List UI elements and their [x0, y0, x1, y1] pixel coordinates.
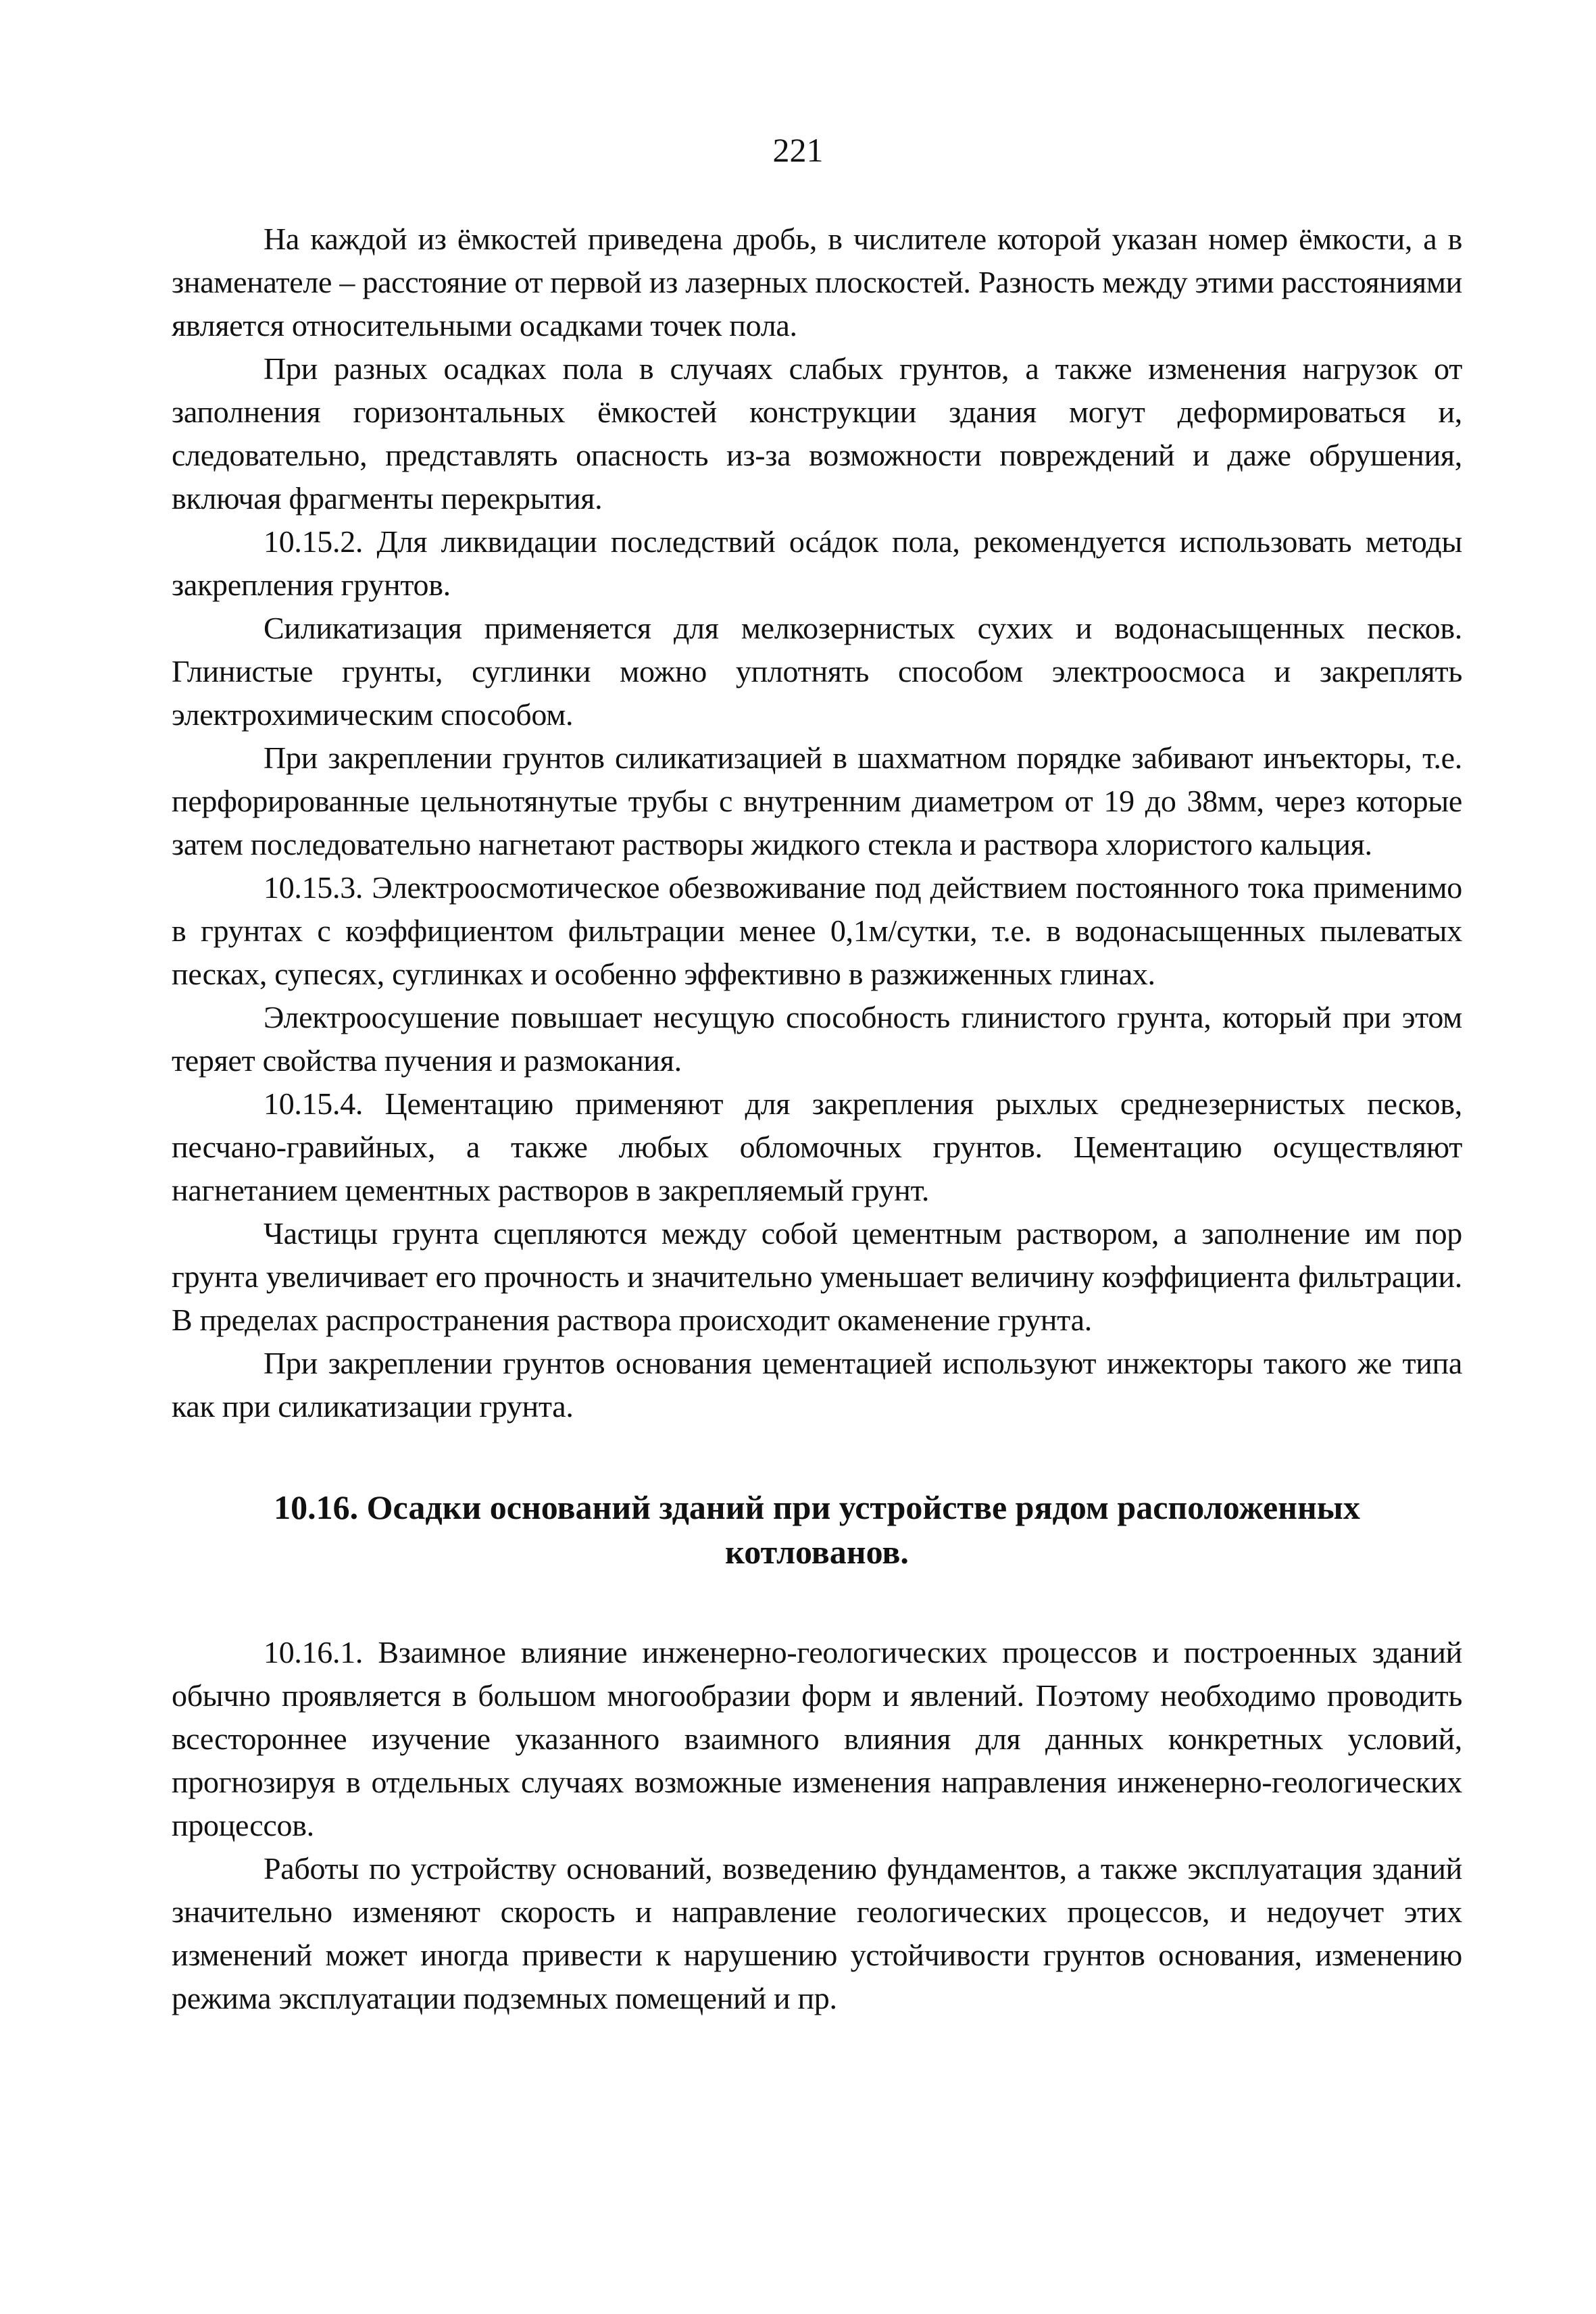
paragraph: При закреплении грунтов силикатизацией в шахматном порядке забивают инъекторы, т.е. перфорированные цельнотянутые трубы с внутренним диаметром от 19 до 38мм, через которые затем последовательно нагнетают растворы жидкого стекла и раствора хлористого кальция.: [172, 740, 1462, 861]
page-number: 221: [772, 131, 824, 169]
paragraph: При разных осадках пола в случаях слабых грунтов, а также изменения нагрузок от заполнения горизонтальных ёмкостей конструкции здания могут деформироваться и, следовательно, представлять опасность из-за возможности повреждений и даже обрушения, включая фрагменты перекрытия.: [172, 351, 1462, 515]
section-heading: 10.16. Осадки оснований зданий при устройстве рядом расположенных котлованов.: [274, 1488, 1360, 1571]
paragraph: 10.15.2. Для ликвидации последствий осáдок пола, рекомендуется использовать методы закрепления грунтов.: [172, 524, 1462, 602]
paragraph: Электроосушение повышает несущую способность глинистого грунта, который при этом теряет свойства пучения и размокания.: [172, 1000, 1462, 1078]
paragraph: 10.15.4. Цементацию применяют для закрепления рыхлых среднезернистых песков, песчано-гравийных, а также любых обломочных грунтов. Цементацию осуществляют нагнетанием цементных растворов в закрепляемый грунт.: [172, 1086, 1462, 1207]
paragraph: На каждой из ёмкостей приведена дробь, в числителе которой указан номер ёмкости, а в знаменателе – расстояние от первой из лазерных плоскостей. Разность между этими расстояниями является относительными осадками точек пола.: [172, 222, 1462, 343]
page-content: [172, 218, 1462, 2020]
paragraph: Работы по устройству оснований, возведению фундаментов, а также эксплуатация зданий значительно изменяют скорость и направление геологических процессов, и недоучет этих изменений может иногда привести к нарушению устойчивости грунтов основания, изменению режима эксплуатации подземных помещений и пр.: [172, 1851, 1462, 2015]
paragraph: Силикатизация применяется для мелкозернистых сухих и водонасыщенных песков. Глинистые грунты, суглинки можно уплотнять способом электроосмоса и закреплять электрохимическим способом.: [172, 611, 1462, 732]
paragraph: 10.15.3. Электроосмотическое обезвоживание под действием постоянного тока применимо в грунтах с коэффициентом фильтрации менее 0,1м/сутки, т.е. в водонасыщенных пылеватых песках, супесях, суглинках и особенно эффективно в разжиженных глинах.: [172, 870, 1462, 991]
paragraph: При закреплении грунтов основания цементацией используют инжекторы такого же типа как при силикатизации грунта.: [172, 1346, 1462, 1424]
paragraph: 10.16.1. Взаимное влияние инженерно-геологических процессов и построенных зданий обычно проявляется в большом многообразии форм и явлений. Поэтому необходимо проводить всестороннее изучение указанного взаимного влияния для данных конкретных условий, прогнозируя в отдельных случаях возможные изменения направления инженерно-геологических процессов.: [172, 1635, 1462, 1842]
paragraph: Частицы грунта сцепляются между собой цементным раствором, а заполнение им пор грунта увеличивает его прочность и значительно уменьшает величину коэффициента фильтрации. В пределах распространения раствора происходит окаменение грунта.: [172, 1216, 1462, 1337]
